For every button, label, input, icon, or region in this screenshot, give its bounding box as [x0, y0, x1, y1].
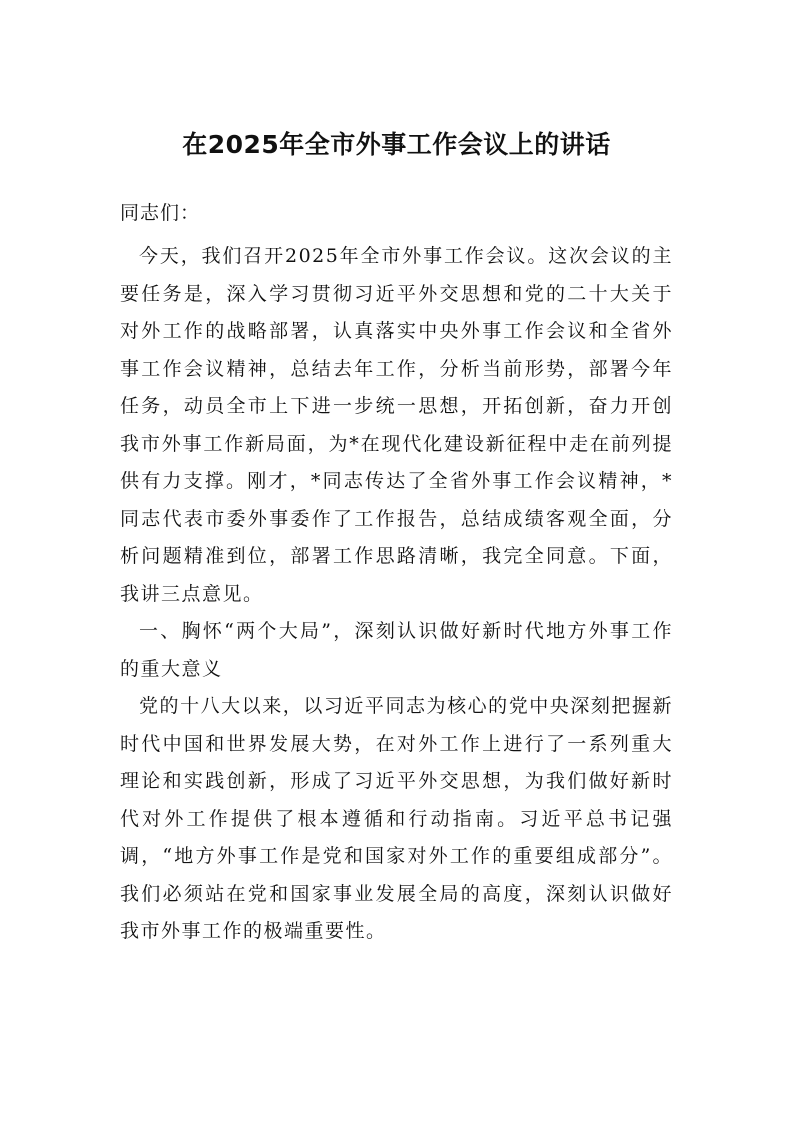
- document-body: [120, 238, 673, 951]
- document-title: 在2025年全市外事工作会议上的讲话: [182, 130, 611, 159]
- salutation: 同志们：: [120, 202, 201, 224]
- paragraph-section-1: 党的十八大以来，以习近平同志为核心的党中央深刻把握新时代中国和世界发展大势，在对外工作上进行了一系列重大理论和实践创新，形成了习近平外交思想，为我们做好新时代对外工作提供了根本遵循和行动指南。习近平总书记强调，“地方外事工作是党和国家对外工作的重要组成部分”。我们必须站在党和国家事业发展全局的高度，深刻认识做好我市外事工作的极端重要性。: [120, 695, 673, 942]
- paragraph-intro: 今天，我们召开2025年全市外事工作会议。这次会议的主要任务是，深入学习贯彻习近平外交思想和党的二十大关于对外工作的战略部署，认真落实中央外事工作会议和全省外事工作会议精神，总结去年工作，分析当前形势，部署今年任务，动员全市上下进一步统一思想，开拓创新，奋力开创我市外事工作新局面，为*在现代化建设新征程中走在前列提供有力支撑。刚才，*同志传达了全省外事工作会议精神，*同志代表市委外事委作了工作报告，总结成绩客观全面，分析问题精准到位，部署工作思路清晰，我完全同意。下面，我讲三点意见。: [120, 245, 673, 605]
- section-heading-1: 一、胸怀“两个大局”，深刻认识做好新时代地方外事工作的重大意义: [120, 620, 673, 680]
